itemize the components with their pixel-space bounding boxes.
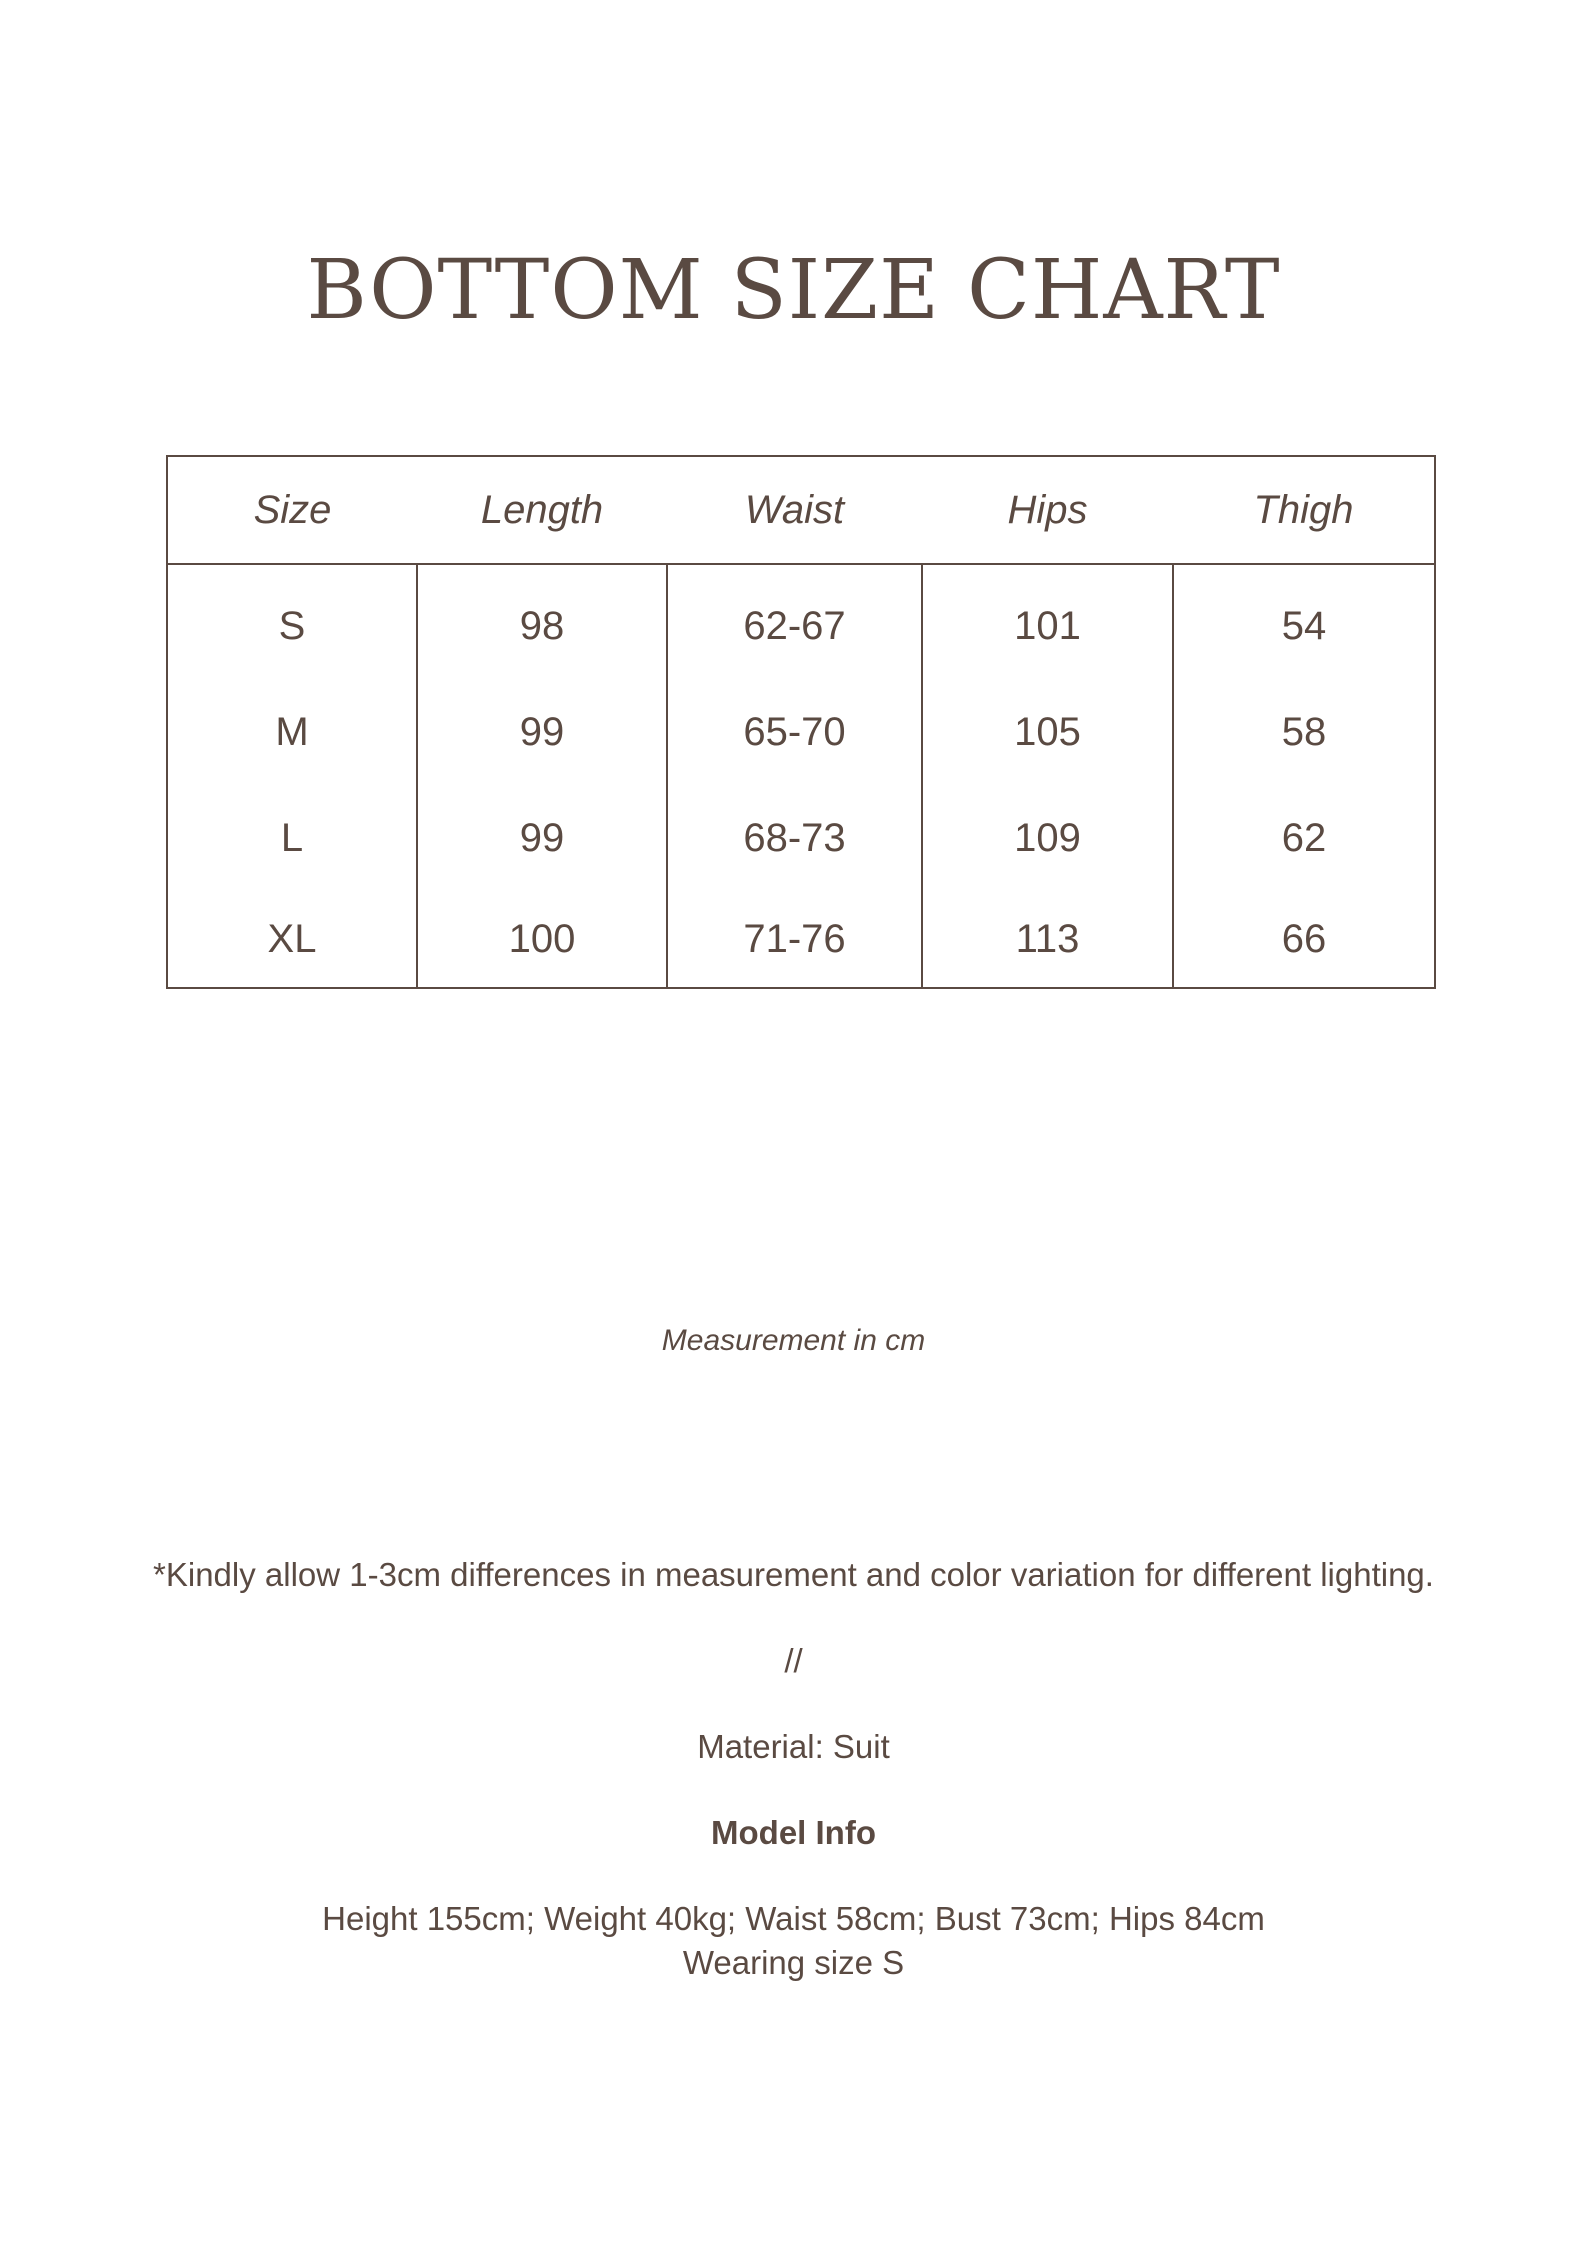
- table-row: [167, 785, 1435, 891]
- cell-size: XL: [267, 916, 317, 961]
- header-waist: Waist: [667, 456, 922, 564]
- cell-thigh: 58: [1173, 679, 1435, 785]
- page-title: BOTTOM SIZE CHART: [306, 243, 1281, 338]
- table-header-row: [167, 456, 1435, 564]
- cell-hips: 113: [922, 891, 1173, 988]
- model-measurements: Height 155cm; Weight 40kg; Waist 58cm; Bust 73cm; Hips 84cm: [322, 1900, 1265, 1937]
- cell-thigh: 54: [1173, 564, 1435, 679]
- cell-length: 100: [417, 891, 667, 988]
- cell-waist: 62-67: [667, 564, 922, 679]
- disclaimer-text: *Kindly allow 1-3cm differences in measurement and color variation for different lighting.: [153, 1556, 1434, 1593]
- cell-thigh: 62: [1173, 785, 1435, 891]
- cell-waist: 65-70: [667, 679, 922, 785]
- model-wearing-size: Wearing size S: [682, 1944, 905, 1981]
- cell-hips: 105: [922, 679, 1173, 785]
- table-row: [167, 564, 1435, 679]
- cell-length: 98: [417, 564, 667, 679]
- material-text: Material: Suit: [697, 1728, 890, 1765]
- cell-length: 99: [417, 785, 667, 891]
- table-row: [167, 891, 1435, 988]
- cell-waist: 71-76: [667, 891, 922, 988]
- measurement-unit-note: Measurement in cm: [661, 1324, 926, 1357]
- model-info-heading: Model Info: [711, 1814, 876, 1851]
- cell-size: M: [275, 709, 309, 754]
- header-length: Length: [417, 456, 667, 564]
- header-hips: Hips: [922, 456, 1173, 564]
- cell-hips: 109: [922, 785, 1173, 891]
- section-divider: //: [784, 1642, 803, 1679]
- cell-hips: 101: [922, 564, 1173, 679]
- size-chart-table: [166, 455, 1436, 989]
- cell-thigh: 66: [1173, 891, 1435, 988]
- cell-length: 99: [417, 679, 667, 785]
- header-size: Size: [167, 456, 417, 564]
- cell-waist: 68-73: [667, 785, 922, 891]
- cell-size: L: [280, 815, 304, 860]
- header-thigh: Thigh: [1173, 456, 1435, 564]
- table-row: [167, 679, 1435, 785]
- cell-size: S: [278, 603, 306, 648]
